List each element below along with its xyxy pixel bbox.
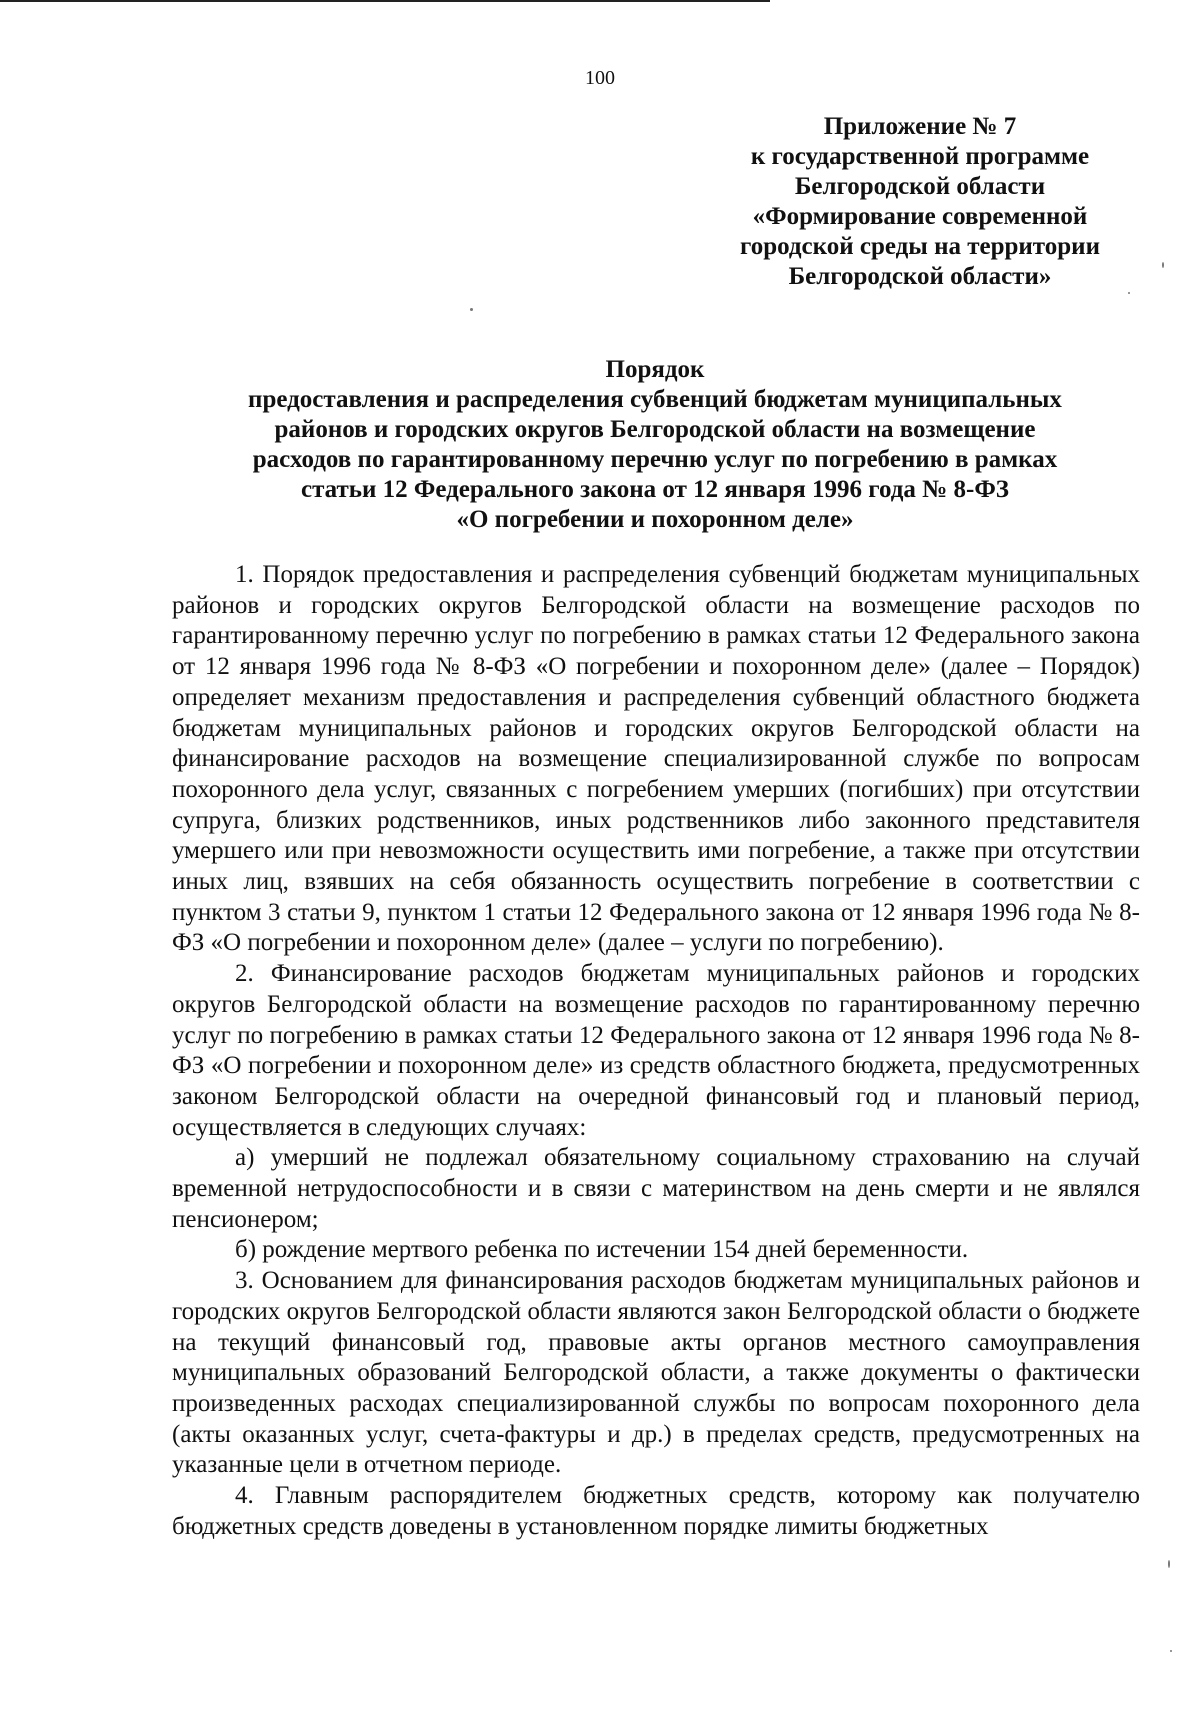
paragraph-2b: б) рождение мертвого ребенка по истечении 154 дней беременности. [235,1236,969,1264]
paragraph-2a: а) умерший не подлежал обязательному социальному страхованию на случай временной нетрудоспособности и в связи с материнством на день смерти и не являлся пенсионером; [172,1144,1140,1233]
appendix-line: к государственной программе [750,143,1090,170]
appendix-line: Приложение № 7 [823,113,1017,140]
appendix-header [690,112,1150,292]
scan-speck [1128,292,1130,294]
title-line: расходов по гарантированному перечню услуг по погребению в рамках [252,446,1058,473]
appendix-line: городской среды на территории [740,233,1100,260]
scan-speck [1162,262,1164,268]
page-number: 100 [585,67,615,89]
appendix-line: «Формирование современной [752,203,1088,230]
scan-speck [1168,1560,1170,1568]
title-line: статьи 12 Федерального закона от 12 января 1996 года № 8-ФЗ [300,476,1010,503]
appendix-line: Белгородской области [794,173,1046,200]
appendix-line: Белгородской области» [788,263,1052,290]
paragraph-4: 4. Главным распорядителем бюджетных средств, которому как получателю бюджетных средств доведены в установленном порядке лимиты бюджетных [172,1482,1140,1540]
title-line: предоставления и распределения субвенций бюджетам муниципальных [248,386,1062,413]
document-body [172,560,1140,1543]
paragraph-3: 3. Основанием для финансирования расходов бюджетам муниципальных районов и городских округов Белгородской области являются закон Белгородской области о бюджете на текущий финансовый год, правовые акты органов местного самоуправления муниципальных образований Белгородской области, а также документы о фактически произведенных расходах специализированной службы по вопросам похоронного дела (акты оказанных услуг, счета-фактуры и др.) в пределах средств, предусмотренных на указанные цели в отчетном периоде. [172,1267,1140,1479]
scan-top-border [0,0,770,2]
title-line: «О погребении и похоронном деле» [456,506,854,533]
document-title [170,355,1140,535]
title-heading: Порядок [605,356,705,383]
scan-speck [1170,1650,1172,1652]
scan-speck [470,308,473,311]
paragraph-1: 1. Порядок предоставления и распределения субвенций бюджетам муниципальных районов и городских округов Белгородской области на возмещение расходов по гарантированному перечню услуг по погребению в рамках статьи 12 Федерального закона от 12 января 1996 года № 8-ФЗ «О погребении и похоронном деле» (далее – Порядок) определяет механизм предоставления и распределения субвенций областного бюджета бюджетам муниципальных районов и городских округов Белгородской области на финансирование расходов на возмещение специализированной службе по вопросам похоронного дела услуг, связанных с погребением умерших (погибших) при отсутствии супруга, близких родственников, иных родственников либо законного представителя умершего или при невозможности осуществить ими погребение, а также при отсутствии иных лиц, взявших на себя обязанность осуществить погребение в соответствии с пунктом 3 статьи 9, пунктом 1 статьи 12 Федерального закона от 12 января 1996 года № 8-ФЗ «О погребении и похоронном деле» (далее – услуги по погребению). [172,561,1140,957]
paragraph-2: 2. Финансирование расходов бюджетам муниципальных районов и городских округов Белгородской области на возмещение расходов по гарантированному перечню услуг по погребению в рамках статьи 12 Федерального закона от 12 января 1996 года № 8-ФЗ «О погребении и похоронном деле» из средств областного бюджета, предусмотренных законом Белгородской области на очередной финансовый год и плановый период, осуществляется в следующих случаях: [172,960,1140,1141]
title-line: районов и городских округов Белгородской области на возмещение [274,416,1036,443]
